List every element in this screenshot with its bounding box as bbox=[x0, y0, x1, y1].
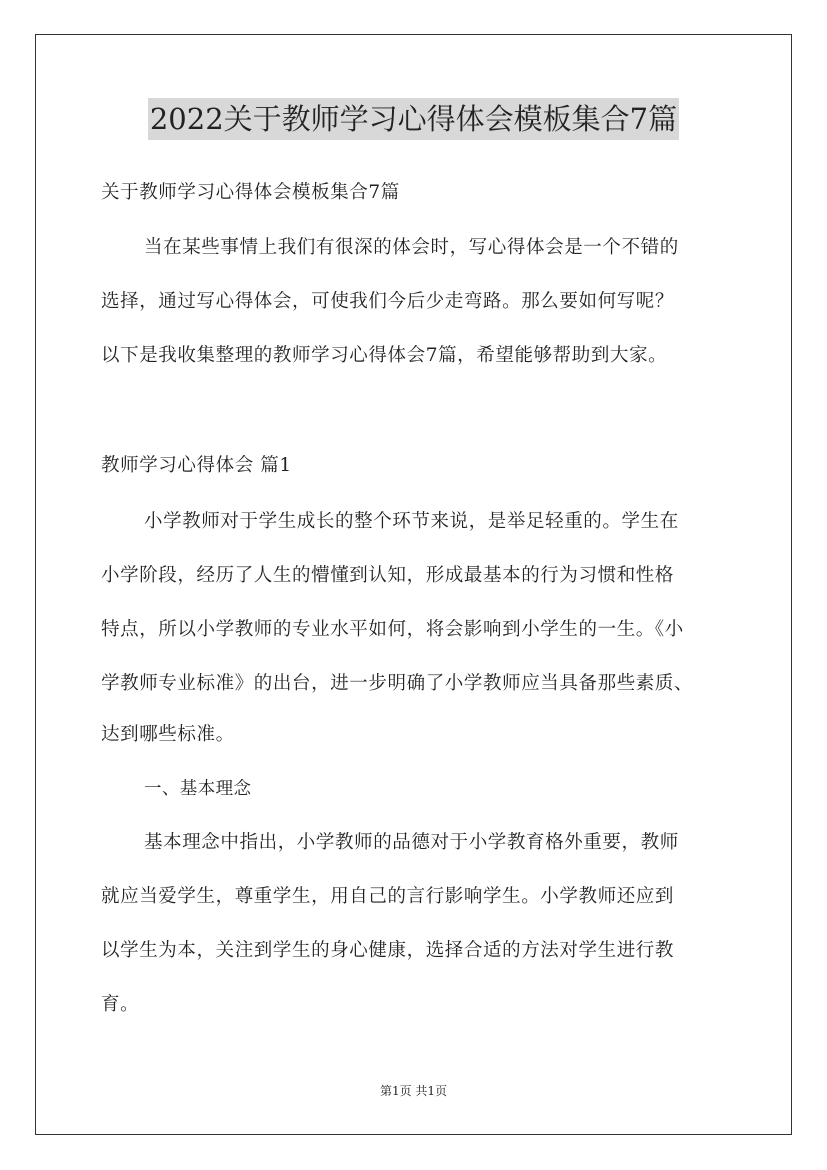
intro-line-3: 以下是我收集整理的教师学习心得体会7篇，希望能够帮助到大家。 bbox=[101, 345, 668, 366]
concept-subheading: 一、基本理念 bbox=[144, 779, 252, 799]
section-paragraph-line-2: 小学阶段，经历了人生的懵懂到认知，形成最基本的行为习惯和性格 bbox=[101, 565, 675, 586]
section-paragraph-line-3: 特点，所以小学教师的专业水平如何，将会影响到小学生的一生。《小 bbox=[101, 619, 684, 640]
document-title: 2022关于教师学习心得体会模板集合7篇 bbox=[148, 98, 679, 140]
section-paragraph-line-1: 小学教师对于学生成长的整个环节来说，是举足轻重的。学生在 bbox=[144, 511, 679, 532]
intro-line-1: 当在某些事情上我们有很深的体会时，写心得体会是一个不错的 bbox=[144, 237, 679, 258]
concept-paragraph-line-2: 就应当爱学生，尊重学生，用自己的言行影响学生。小学教师还应到 bbox=[101, 886, 675, 907]
section-paragraph-line-4: 学教师专业标准》的出台，进一步明确了小学教师应当具备那些素质、 bbox=[101, 673, 694, 694]
concept-paragraph-line-4: 育。 bbox=[101, 994, 140, 1015]
page-footer: 第1页 共1页 bbox=[379, 1084, 448, 1098]
section-heading: 教师学习心得体会 篇1 bbox=[101, 455, 292, 476]
concept-paragraph-line-1: 基本理念中指出，小学教师的品德对于小学教育格外重要，教师 bbox=[144, 832, 679, 853]
document-subtitle: 关于教师学习心得体会模板集合7篇 bbox=[101, 182, 400, 203]
intro-line-2: 选择，通过写心得体会，可使我们今后少走弯路。那么要如何写呢？ bbox=[101, 291, 675, 312]
section-paragraph-line-5: 达到哪些标准。 bbox=[101, 724, 235, 745]
title-container bbox=[0, 98, 827, 140]
concept-paragraph-line-3: 以学生为本，关注到学生的身心健康，选择合适的方法对学生进行教 bbox=[101, 940, 675, 961]
